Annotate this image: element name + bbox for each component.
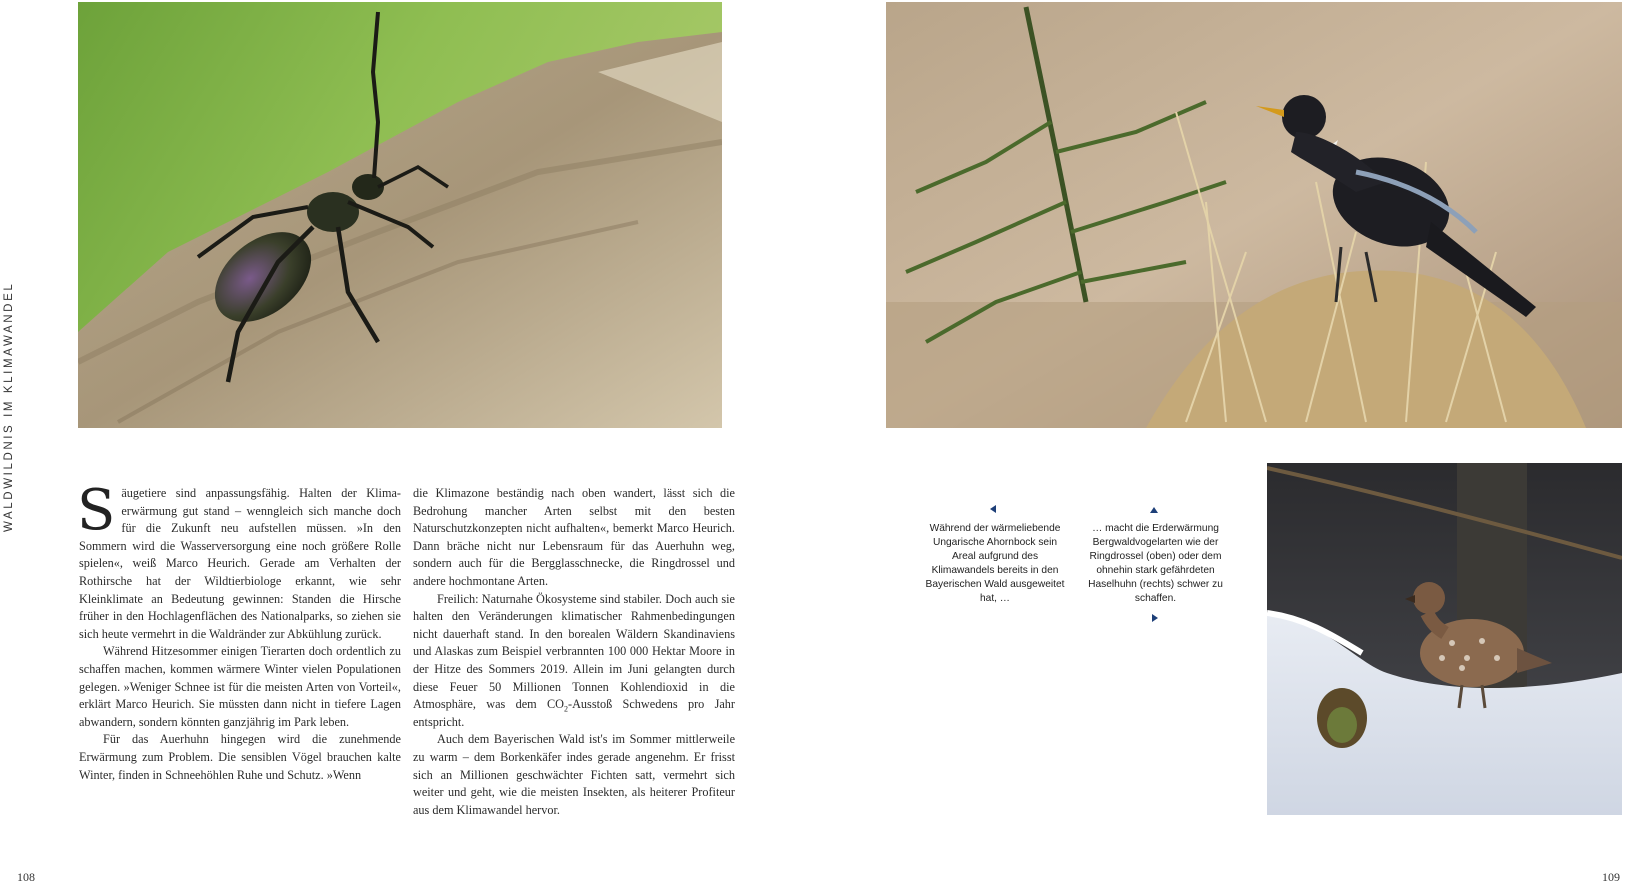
arrow-up-icon	[1150, 507, 1158, 513]
page-number-left: 108	[17, 870, 35, 884]
beetle-photo	[78, 2, 722, 428]
paragraph	[77, 478, 401, 643]
body-column-right	[413, 485, 735, 819]
paragraph	[413, 591, 735, 732]
subscript: 2	[564, 704, 568, 714]
caption-right: … macht die Erderwärmung Bergwaldvogelarten wie der Ringdrossel (oben) oder dem ohnehin stark gefährdeten Haselhuhn (rechts) schwer zu schaffen.	[1088, 523, 1223, 604]
hazel-grouse-photo	[1267, 463, 1622, 815]
paragraph-text: -Ausstoß Schwedens pro Jahr entspricht.	[413, 697, 735, 729]
page-number-right: 109	[1602, 870, 1620, 884]
paragraph: die Klimazone beständig nach oben wandert, lässt sich die Bedrohung mancher Arten selbst mit den besten Naturschutzkonzepten nicht aufhalten«, bemerkt Marco Heurich. Dann bräche nicht nur Lebensraum für das Auerhuhn weg, sondern auch für die Bergglasschnecke, die Ringdrossel und andere hochmontane Arten.	[413, 486, 735, 588]
ring-ouzel-photo	[886, 2, 1622, 428]
arrow-right-icon	[1152, 614, 1158, 622]
paragraph-text: Freilich: Naturnahe Ökosysteme sind stabiler. Doch auch sie halten den Veränderungen klimatischer Rahmenbedingungen nicht dauerhaft stand. In den borealen Wäldern Skandinaviens und Alaskas zum Beispiel verbrannten 100 000 Hektar Moore in der Hitze des Sommers 2019. Allein im Juni gelangten durch diese Feuer 50 Millionen Tonnen Kohlendioxid in die Atmosphäre, was dem CO	[413, 591, 735, 712]
paragraph: Für das Auerhuhn hingegen wird die zunehmende Erwärmung zum Problem. Die sensiblen Vögel brauchen kalte Winter, finden in Schneehöhlen Ruhe und Schutz. »Wenn	[79, 732, 401, 782]
paragraph: Auch dem Bayerischen Wald ist's im Sommer mittlerweile zu warm – dem Borkenkäfer indes gerade angenehm. Er frisst sich an Millionen geschwächter Fichten satt, vermehrt sich weiter und geht, wie die meisten Insekten, als heiterer Profiteur aus dem Klimawandel hervor.	[413, 732, 735, 817]
drop-cap: S	[77, 478, 116, 543]
paragraph-text: äugetiere sind anpassungsfähig. Halten der Klima-erwärmung gut stand – wenngleich sich manche doch für die Zukunft neu aufstellen müssen. »In den Sommern wird die Wasserversorgung eine noch größere Rolle spielen«, weiß Marco Heurich. Gerade am Verhalten der Rothirsche hat der Wildtierbiologe erkannt, wie sehr Kleinklimate an Bedeutung gewinnen: Standen die Hirsche früher in den Hochlagenflächen des Nationalparks, so ziehen sie sich heute vermehrt in die Waldränder zur Abkühlung zurück.	[79, 486, 401, 641]
running-head: WALDWILDNIS IM KLIMAWANDEL	[3, 281, 15, 532]
body-column-left	[77, 478, 401, 784]
arrow-left-icon	[990, 505, 996, 513]
paragraph: Während Hitzesommer einigen Tierarten doch ordentlich zu schaffen machen, kommen wärmere Winter vielen Populationen gelegen. »Weniger Schnee ist für die meisten Arten von Vorteil«, erklärt Marco Heurich. Sie müssten dann nicht in tiefere Lagen abwandern, sondern könnten ganzjährig im Park leben.	[79, 644, 401, 729]
caption-left: Während der wärmeliebende Ungarische Ahornbock sein Areal aufgrund des Klimawandels bereits in den Bayerischen Wald ausgeweitet hat, …	[925, 523, 1065, 604]
